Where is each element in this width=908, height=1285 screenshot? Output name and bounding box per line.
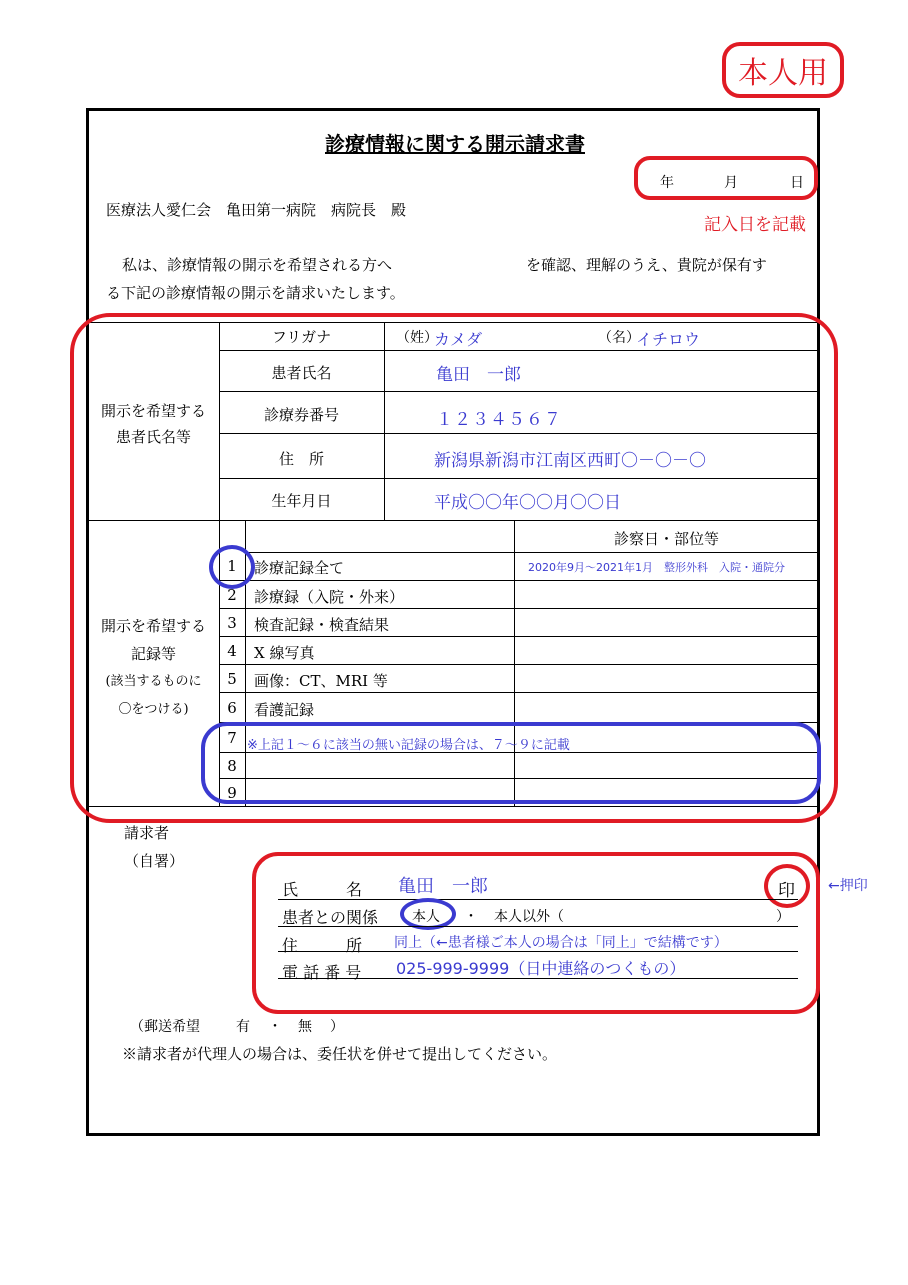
requester-address-label: 住 所 [282, 936, 363, 955]
records-section-label-line4: 〇をつける) [118, 702, 189, 717]
mail-sep: ・ [268, 1019, 282, 1035]
record-label: 診療記録全て [254, 559, 345, 577]
phone-underline [278, 978, 798, 979]
records-section-label-line3: (該当するものに [105, 674, 202, 689]
patient-section-label-line1: 開示を希望する [100, 402, 206, 420]
relation-other: 本人以外（ [494, 909, 564, 925]
mail-no: 無 [298, 1019, 312, 1035]
record-no: 7 [227, 729, 237, 747]
record-1-circle [209, 545, 255, 589]
record-label: X 線写真 [254, 644, 315, 662]
requester-name-value: 亀田 一郎 [398, 876, 488, 897]
row-label-birthdate: 生年月日 [271, 492, 332, 510]
relation-label: 患者との関係 [282, 908, 379, 927]
patient-section-label-line2: 患者氏名等 [115, 428, 191, 446]
record-no: 5 [227, 670, 237, 688]
mail-label: （郵送希望 [130, 1019, 200, 1035]
seal-label: 印 [778, 881, 795, 901]
phone-label: 電 話 番 号 [282, 963, 362, 982]
relation-close: ） [776, 909, 790, 925]
row-label-name: 患者氏名 [271, 364, 332, 382]
record-note: ※上記１～６に該当の無い記録の場合は、７～９に記載 [247, 738, 570, 753]
record-no: 3 [227, 614, 237, 632]
phone-value: 025-999-9999（日中連絡のつくもの） [396, 959, 686, 978]
records-section-label-line2: 記録等 [130, 645, 176, 663]
mail-yes: 有 [236, 1019, 250, 1035]
date-month: 月 [724, 175, 738, 191]
date-note: 記入日を記載 [704, 215, 806, 235]
relation-underline [278, 926, 798, 927]
requester-name-label: 氏 名 [282, 880, 363, 899]
furigana-mei-value: イチロウ [636, 330, 701, 349]
row-label-furigana: フリガナ [271, 328, 332, 346]
relation-self: 本人 [412, 909, 440, 925]
furigana-sei-label: （姓） [396, 330, 438, 346]
date-year: 年 [660, 175, 674, 191]
seal-note: ←押印 [828, 878, 868, 894]
patient-name-value: 亀田 一郎 [436, 365, 521, 385]
intro-line1-b: を確認、理解のうえ、貴院が保有す [526, 256, 767, 274]
record-no: 6 [227, 699, 237, 717]
record-label: 検査記録・検査結果 [254, 616, 390, 634]
record-no: 2 [227, 586, 237, 604]
records-section-label-line1: 開示を希望する [100, 617, 206, 635]
record-no: 1 [227, 557, 237, 575]
furigana-mei-label: （名） [598, 330, 640, 346]
relation-sep: ・ [464, 909, 478, 925]
page-title: 診療情報に関する開示請求書 [325, 132, 585, 156]
date-day: 日 [790, 175, 804, 191]
name-underline [278, 899, 798, 900]
badge-label: 本人用 [738, 56, 828, 91]
record-label: 看護記録 [254, 701, 315, 719]
row-label-address: 住 所 [278, 450, 324, 468]
record-label: 画像：CT、MRI 等 [254, 672, 388, 690]
requester-label: 請求者 [124, 824, 170, 842]
furigana-sei-value: カメダ [434, 330, 483, 349]
record-no: 4 [227, 642, 237, 660]
record-no: 8 [227, 757, 237, 775]
record-detail: 2020年9月～2021年1月 整形外科 入院・通院分 [528, 561, 785, 574]
addressee: 医療法人愛仁会 亀田第一病院 病院長 殿 [106, 201, 407, 219]
birthdate-value: 平成〇〇年〇〇月〇〇日 [434, 493, 621, 513]
record-label: 診療録（入院・外来） [254, 588, 405, 606]
requester-self-sign: （自署） [124, 852, 185, 870]
footnote: ※請求者が代理人の場合は、委任状を併せて提出してください。 [122, 1045, 558, 1063]
card-number-value: １２３４５６７ [436, 410, 562, 430]
seal-circle [764, 864, 810, 908]
requester-address-value: 同上（←患者様ご本人の場合は「同上」で結構です） [394, 935, 728, 951]
row-label-card-number: 診療券番号 [263, 406, 339, 424]
address-value: 新潟県新潟市江南区西町〇－〇－〇 [434, 451, 706, 471]
record-no: 9 [227, 784, 237, 802]
records-7-9-highlight [201, 722, 821, 804]
address-underline [278, 951, 798, 952]
records-header-right: 診察日・部位等 [613, 530, 719, 548]
mail-close: ） [330, 1019, 344, 1035]
intro-line1-a: 私は、診療情報の開示を希望される方へ [122, 256, 393, 274]
intro-line2: る下記の診療情報の開示を請求いたします。 [106, 284, 405, 302]
